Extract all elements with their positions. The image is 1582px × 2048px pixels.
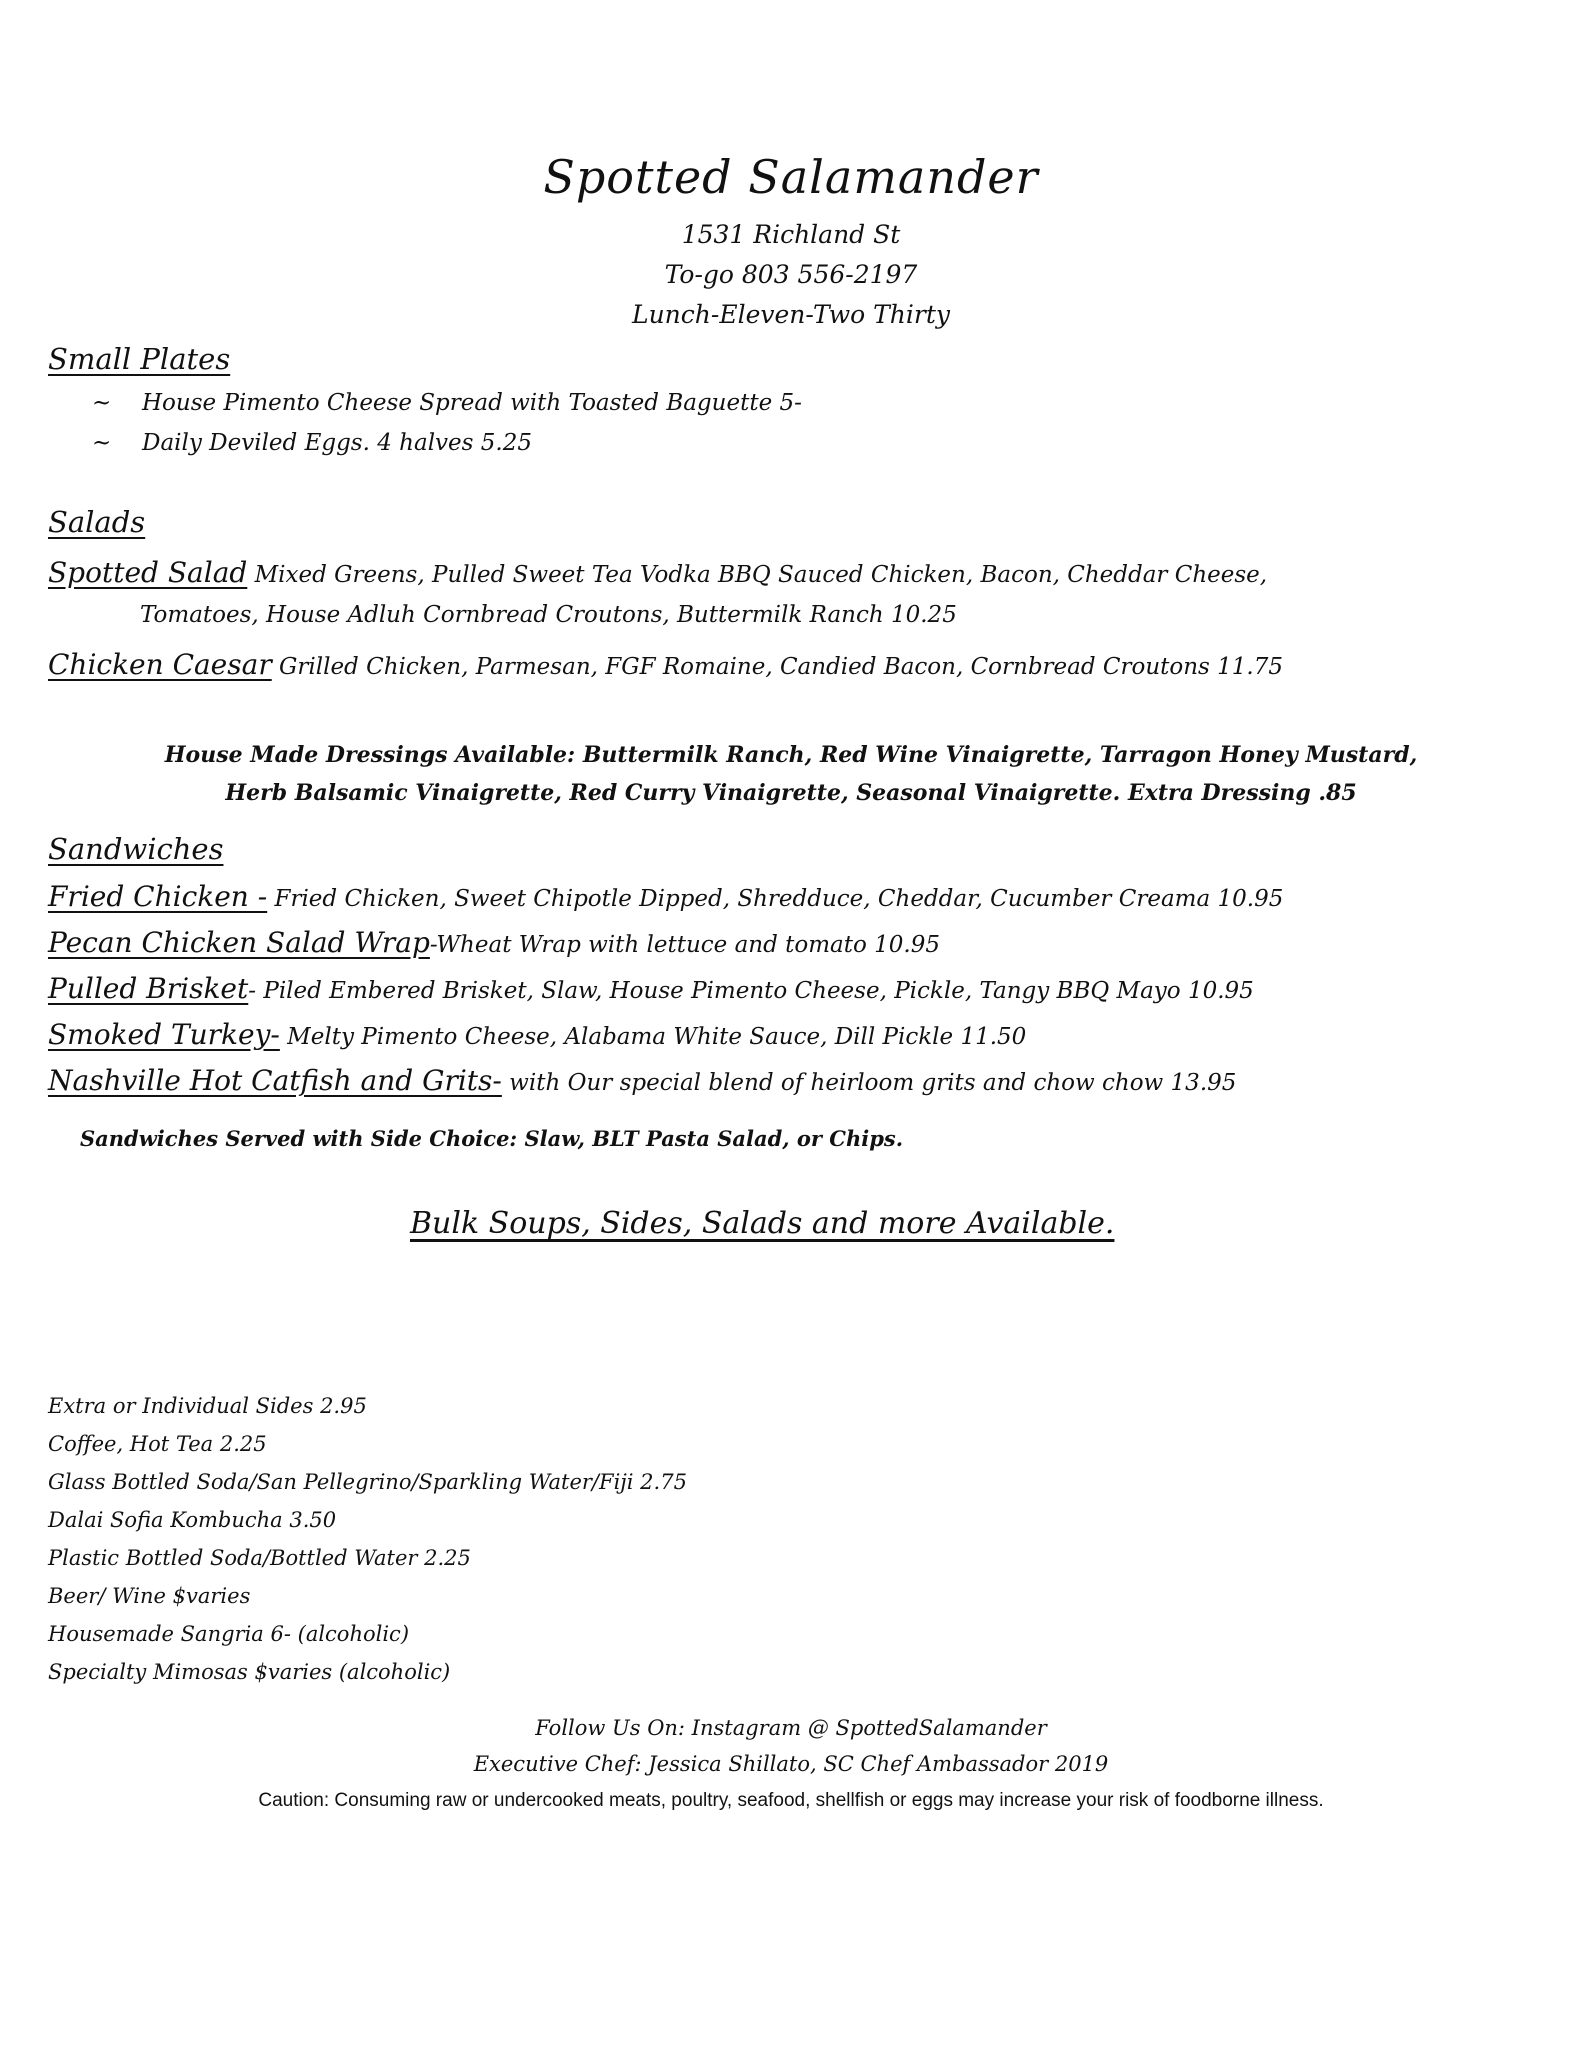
item-name: Chicken Caesar [48, 648, 272, 681]
item-name: Pecan Chicken Salad Wrap [48, 926, 430, 959]
menu-item [48, 880, 1283, 913]
dressings-note-line1: House Made Dressings Available: Buttermilk Ranch, Red Wine Vinaigrette, Tarragon Honey Mustard, [164, 742, 1418, 768]
hours: Lunch-Eleven-Two Thirty [631, 300, 951, 329]
phone: To-go 803 556-2197 [664, 260, 918, 289]
item-name: Pulled Brisket [48, 972, 249, 1005]
sandwich-side-note: Sandwiches Served with Side Choice: Slaw, BLT Pasta Salad, or Chips. [80, 1126, 904, 1151]
item-description: with Our special blend of heirloom grits and chow chow 13.95 [501, 1070, 1237, 1096]
item-name: Smoked Turkey- [48, 1018, 280, 1051]
executive-chef: Executive Chef: Jessica Shillato, SC Chef Ambassador 2019 [473, 1752, 1109, 1776]
address: 1531 Richland St [681, 220, 901, 249]
follow-us: Follow Us On: Instagram @ SpottedSalamander [535, 1716, 1047, 1740]
extras-item: Coffee, Hot Tea 2.25 [48, 1432, 267, 1456]
section-heading-sandwiches: Sandwiches [48, 832, 224, 866]
item-name: Spotted Salad [48, 556, 248, 589]
item-name: Fried Chicken - [48, 880, 268, 913]
caution-notice: Caution: Consuming raw or undercooked meats, poultry, seafood, shellfish or eggs may increase your risk of foodborne illness. [258, 1790, 1324, 1811]
item-description: Grilled Chicken, Parmesan, FGF Romaine, Candied Bacon, Cornbread Croutons 11.75 [271, 654, 1284, 680]
restaurant-title: Spotted Salamander [543, 150, 1039, 204]
menu-item [48, 972, 1254, 1005]
extras-item: Glass Bottled Soda/San Pellegrino/Sparkling Water/Fiji 2.75 [48, 1470, 687, 1494]
item-description: Mixed Greens, Pulled Sweet Tea Vodka BBQ Sauced Chicken, Bacon, Cheddar Cheese, [247, 562, 1268, 588]
extras-item: Plastic Bottled Soda/Bottled Water 2.25 [48, 1546, 471, 1570]
tilde-bullet: ~ [92, 430, 112, 456]
bulk-note: Bulk Soups, Sides, Salads and more Available. [410, 1206, 1115, 1241]
extras-item: Beer/ Wine $varies [48, 1584, 251, 1608]
tilde-bullet: ~ [92, 390, 112, 416]
extras-item: Specialty Mimosas $varies (alcoholic) [48, 1660, 451, 1684]
dressings-note-line2: Herb Balsamic Vinaigrette, Red Curry Vinaigrette, Seasonal Vinaigrette. Extra Dressing .85 [225, 780, 1357, 806]
extras-item: Dalai Sofia Kombucha 3.50 [48, 1508, 337, 1532]
item-description: Fried Chicken, Sweet Chipotle Dipped, Shredduce, Cheddar, Cucumber Creama 10.95 [267, 886, 1284, 912]
item-name: Nashville Hot Catfish and Grits- [48, 1064, 502, 1097]
item-description: Melty Pimento Cheese, Alabama White Sauce, Dill Pickle 11.50 [279, 1024, 1027, 1050]
menu-item [48, 648, 1283, 681]
section-heading-small-plates: Small Plates [48, 342, 231, 376]
extras-item: Housemade Sangria 6- (alcoholic) [48, 1622, 410, 1646]
extras-item: Extra or Individual Sides 2.95 [48, 1394, 367, 1418]
item-description: -Wheat Wrap with lettuce and tomato 10.95 [429, 932, 940, 958]
item-description-continued: Tomatoes, House Adluh Cornbread Croutons, Buttermilk Ranch 10.25 [140, 602, 957, 628]
section-heading-salads: Salads [48, 505, 146, 539]
item-description: - Piled Embered Brisket, Slaw, House Pimento Cheese, Pickle, Tangy BBQ Mayo 10.95 [248, 978, 1254, 1004]
list-item: ~ Daily Deviled Eggs. 4 halves 5.25 [92, 430, 532, 456]
menu-item [48, 556, 1267, 589]
menu-item [48, 1064, 1236, 1097]
menu-item [48, 926, 940, 959]
list-item: ~ House Pimento Cheese Spread with Toasted Baguette 5- [92, 390, 802, 416]
menu-item [48, 1018, 1026, 1051]
